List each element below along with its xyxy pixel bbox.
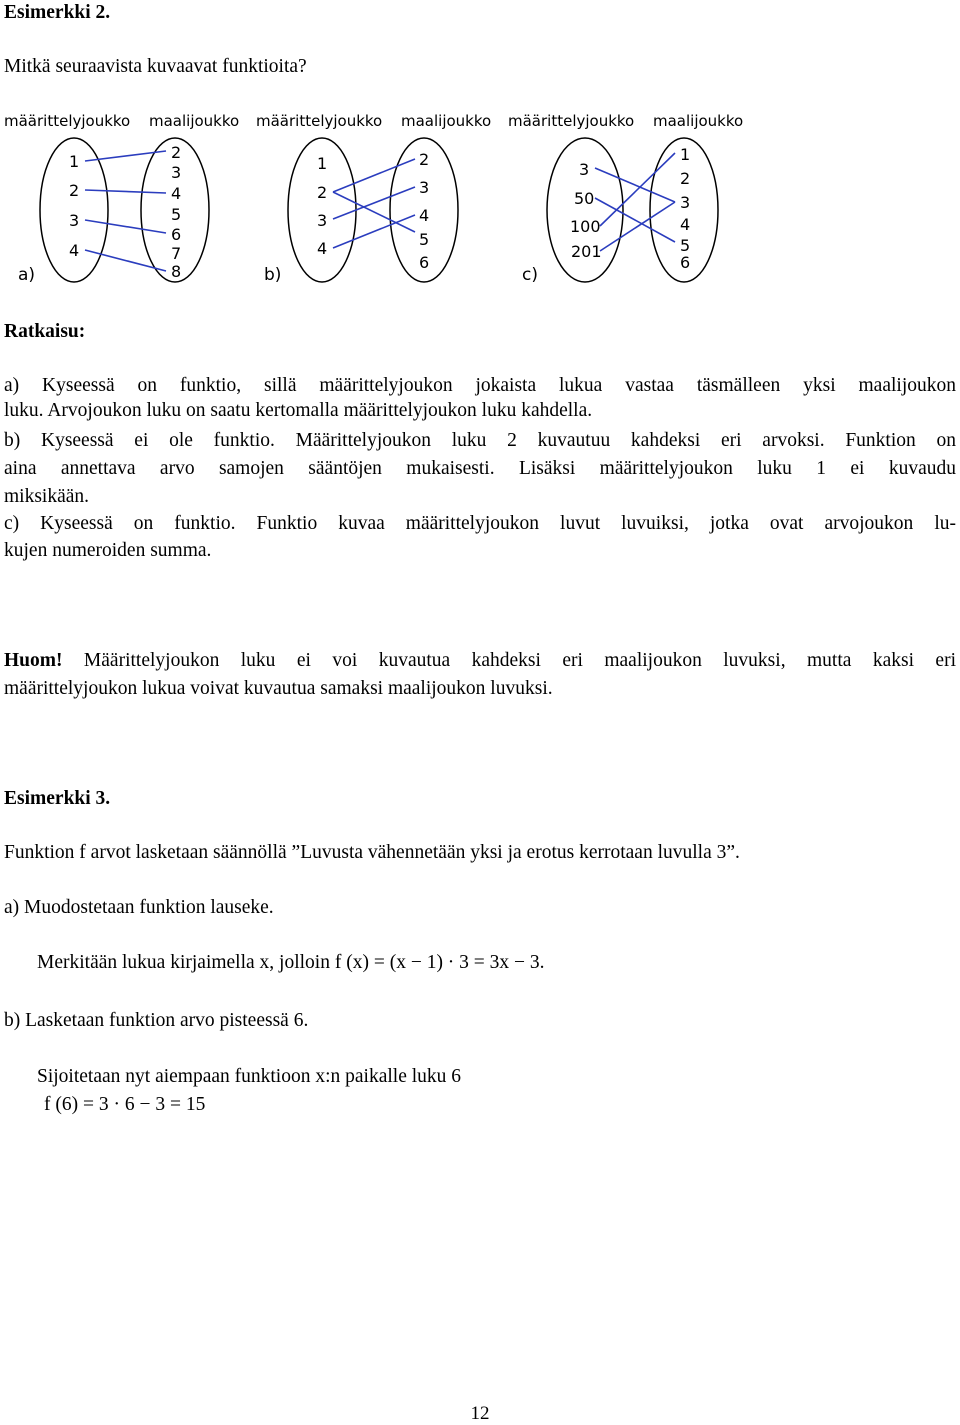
diagram-a-codomain-value: 8 xyxy=(171,262,182,281)
diagram-a-codomain-value: 2 xyxy=(171,143,182,162)
example3-part-a-text: Merkitään lukua kirjaimella x, jolloin xyxy=(37,952,335,973)
diagram-a-label: a) xyxy=(18,265,36,285)
diagram-b-domain-value: 4 xyxy=(317,239,328,258)
note-label: Huom! xyxy=(4,650,63,671)
solution-heading: Ratkaisu: xyxy=(4,321,86,342)
diagram-b-label: b) xyxy=(264,265,282,285)
solution-a-line-1: a) Kyseessä on funktio, sillä määrittelyjoukon jokaista lukua vastaa täsmälleen yksi maalijoukon xyxy=(4,375,956,396)
diagram-a-domain-value: 2 xyxy=(69,181,80,200)
diagram-c-domain-value: 50 xyxy=(574,189,595,208)
diagram-b-codomain-value: 5 xyxy=(419,230,430,249)
example3-part-a-formula: f (x) = (x − 1) · 3 = 3x − 3. xyxy=(334,952,545,973)
diagram-a-codomain-value: 4 xyxy=(171,184,182,203)
diagram-a-arrow xyxy=(85,220,166,233)
solution-c-line-1: c) Kyseessä on funktio. Funktio kuvaa määrittelyjoukon luvut luvuiksi, jotka ovat arvojoukon lu- xyxy=(4,513,956,534)
example2-question: Mitkä seuraavista kuvaavat funktioita? xyxy=(4,56,307,77)
diagram-b-domain-value: 3 xyxy=(317,211,328,230)
solution-c-line-2: kujen numeroiden summa. xyxy=(4,540,212,561)
diagram-c-arrow xyxy=(595,168,675,202)
diagram-c-domain-value: 3 xyxy=(579,160,590,179)
diagram-c-codomain-value: 6 xyxy=(680,253,691,272)
example2-heading: Esimerkki 2. xyxy=(4,2,111,23)
example3-statement: Funktion f arvot lasketaan säännöllä ”Luvusta vähennetään yksi ja erotus kerrotaan luvulla 3”. xyxy=(4,842,740,863)
diagram-a-domain-value: 3 xyxy=(69,211,80,230)
diagram-b-codomain-value: 4 xyxy=(419,206,430,225)
diagram-c-codomain-value: 4 xyxy=(680,215,691,234)
diagram-c-codomain-value: 5 xyxy=(680,236,691,255)
diagram-c-codomain-label: maalijoukko xyxy=(653,112,744,130)
diagram-a-codomain-value: 6 xyxy=(171,225,182,244)
diagram-c-codomain-value: 1 xyxy=(680,145,691,164)
diagram-a-arrow xyxy=(85,250,166,271)
example3-part-a-line xyxy=(37,950,545,976)
diagram-c-codomain-value: 3 xyxy=(680,193,691,212)
diagram-b-arrow xyxy=(333,187,415,219)
solution-b-line-1: b) Kyseessä ei ole funktio. Määrittelyjoukon luku 2 kuvautuu kahdeksi eri arvoksi. Funktion on xyxy=(4,430,956,451)
diagram-b-codomain-value: 6 xyxy=(419,253,430,272)
diagram-c-codomain-value: 2 xyxy=(680,169,691,188)
diagram-a-codomain-value: 5 xyxy=(171,205,182,224)
note-line-1 xyxy=(4,648,956,674)
diagram-c-arrow xyxy=(600,202,675,251)
solution-a-line-2: luku. Arvojoukon luku on saatu kertomalla määrittelyjoukon luku kahdella. xyxy=(4,400,593,421)
diagram-c-domain-label: määrittelyjoukko xyxy=(508,112,635,130)
diagram-b-arrow xyxy=(333,159,415,192)
diagram-b-arrow xyxy=(333,192,415,232)
diagram-c-domain-value: 201 xyxy=(571,242,602,261)
diagram-b-codomain-label: maalijoukko xyxy=(401,112,492,130)
note-line-2: määrittelyjoukon lukua voivat kuvautua samaksi maalijoukon luvuksi. xyxy=(4,678,553,699)
diagram-b-domain-value: 1 xyxy=(317,154,328,173)
diagram-b-codomain-value: 3 xyxy=(419,178,430,197)
diagram-a-codomain-value: 3 xyxy=(171,163,182,182)
note-text: Määrittelyjoukon luku ei voi kuvautua kahdeksi eri maalijoukon luvuksi, mutta kaksi eri xyxy=(62,650,956,671)
page-number: 12 xyxy=(470,1403,490,1424)
diagram-b-domain-label: määrittelyjoukko xyxy=(256,112,383,130)
diagram-a-codomain-value: 7 xyxy=(171,244,182,263)
diagram-a-domain-value: 1 xyxy=(69,152,80,171)
diagram-a-arrow xyxy=(85,190,166,193)
diagram-c-label: c) xyxy=(522,265,538,285)
diagram-b-domain-value: 2 xyxy=(317,183,328,202)
diagram-c-arrow xyxy=(600,153,675,226)
diagram-a-codomain-label: maalijoukko xyxy=(149,112,240,130)
example3-part-a: a) Muodostetaan funktion lauseke. xyxy=(4,897,274,918)
diagram-a-domain-label: määrittelyjoukko xyxy=(4,112,131,130)
diagram-a-domain-value: 4 xyxy=(69,241,80,260)
example3-part-b-formula: f (6) = 3 · 6 − 3 = 15 xyxy=(44,1094,206,1115)
diagram-b-codomain-value: 2 xyxy=(419,150,430,169)
mapping-diagrams xyxy=(0,105,760,290)
diagram-b-arrow xyxy=(333,215,415,248)
example3-part-b-text: Sijoitetaan nyt aiempaan funktioon x:n paikalle luku 6 xyxy=(37,1066,462,1087)
example3-part-b: b) Lasketaan funktion arvo pisteessä 6. xyxy=(4,1010,309,1031)
diagram-c-domain-value: 100 xyxy=(570,217,601,236)
example3-heading: Esimerkki 3. xyxy=(4,788,111,809)
solution-b-line-3: miksikään. xyxy=(4,486,90,507)
solution-b-line-2: aina annettava arvo samojen sääntöjen mukaisesti. Lisäksi määrittelyjoukon luku 1 ei kuvaudu xyxy=(4,458,956,479)
